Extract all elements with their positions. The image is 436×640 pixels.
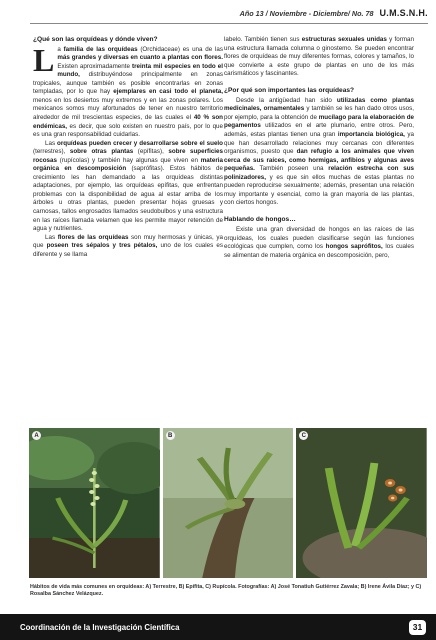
- page-number: 31: [409, 620, 426, 635]
- left-p1-text: a familia de las orquídeas (Orchidaceae) es una de las más grandes y diversas en cuanto a plantas con flores. Existen aproximadamente treinta mil especies en todo el mundo, distribuyéndose principalmente en zonas tropicales, aunque también es posible encontrarlas en zonas templadas, por lo que hay ejemplares en casi todo el planeta, menos en los desiertos muy extremos y en las zonas polares. Los mexicanos somos muy afortunados de tener en nuestro territorio alrededor de mil trescientas especies, de las cuales el 40 % son endémicas, es decir, que solo existen en nuestro país, por lo que es una gran responsabilidad cuidarlas.: [33, 45, 224, 139]
- section-heading-what: ¿Qué son las orquídeas y dónde viven?: [33, 36, 158, 43]
- section-heading-importance: ¿Por qué son importantes las orquídeas?: [224, 87, 355, 95]
- rupicolous-orchid-photo: [296, 428, 427, 578]
- header-rule: [30, 23, 428, 24]
- right-p1-text: Desde la antigüedad han sido utilizadas como plantas medicinales, ornamentales y también se les han dado otros usos, por ejemplo, para la obtención de mucílago para la elaboración de pegamentos utilizados en el arte plumario, entre otros. Pero, además, estas plantas tienen una gran importancia biológica, ya que han desarrollado relaciones muy cercanas con diferentes organismos, puesto que dan refugio a los animales que viven cerca de sus raíces, como hormigas, anfibios y algunas aves pequeñas. También poseen una relación estrecha con sus polinizadores, y es que sin ellos muchas de estas plantas no pueden reproducirse sexualmente; además, presentan una relación muy importante y esencial, como la gran mayoría de las plantas, con ciertos hongos.: [224, 96, 414, 207]
- left-paragraph-3: [33, 234, 223, 260]
- footer-text: Coordinación de la Investigación Científica: [20, 622, 180, 632]
- epiphytic-orchid-photo: [163, 428, 294, 578]
- left-p3-text: Las flores de las orquídeas son muy hermosas y únicas, ya que poseen tres sépalos y tres pétalos, uno de los cuales es diferente y se llama: [33, 233, 223, 258]
- left-column: [33, 36, 223, 259]
- section-heading-fungi: Hablando de hongos…: [224, 216, 296, 224]
- institution-name: U.M.S.N.H.: [379, 8, 428, 18]
- left-p2-text: Las orquídeas pueden crecer y desarrollarse sobre el suelo (terrestres), sobre otras plantas (epífitas), sobre superficies rocosas (rupícolas) y también hay algunas que viven en materia orgánica en descomposición (saprófitas). Estos hábitos de crecimiento les han demandado a las orquídeas distintas adaptaciones, por ejemplo, las orquídeas epífitas, que enfrentan problemas con la disponibilidad de agua al estar arriba de los árboles u otras plantas, pueden presentar hojas gruesas y carnosas, tallos engrosados llamados seudobulbos y una estructura en las raíces llamada velamen que les permite mayor retención de agua y nutrientes.: [33, 139, 223, 233]
- page-footer: [0, 614, 436, 640]
- drop-cap: L: [33, 41, 55, 78]
- right-p2-text: Existe una gran diversidad de hongos en las raíces de las orquídeas, los cuales pueden clasificarse según las funciones ecológicas que cumplen, como los hongos saprófitos, los cuales se alimentan de materia orgánica en descomposición, pero,: [224, 226, 415, 259]
- right-paragraph-0: [224, 36, 414, 79]
- photo-label-a: A: [32, 431, 41, 440]
- right-paragraph-2: [224, 226, 414, 260]
- photo-label-b: B: [166, 431, 175, 440]
- left-paragraph-1: [33, 41, 224, 140]
- page-header: [240, 6, 428, 20]
- right-p0-text: labelo. También tienen sus estructuras sexuales unidas y forman una estructura llamada columna o ginostemo. Se pueden encontrar flores de orquídeas de muy diferentes formas, colores y tamaños, lo que convierte a este grupo de plantas en uno de los más carismáticos y fascinantes.: [224, 36, 414, 78]
- right-paragraph-1: [224, 97, 414, 208]
- photo-strip: [29, 428, 427, 578]
- photo-label-c: C: [299, 431, 308, 440]
- right-column: [224, 36, 414, 260]
- terrestrial-orchid-photo: [29, 428, 160, 578]
- issue-info: Año 13 / Noviembre - Diciembre/ No. 78: [239, 8, 374, 18]
- left-paragraph-2: [33, 140, 223, 234]
- figure-caption: Hábitos de vida más comunes en orquídeas: A) Terrestre, B) Epífita, C) Rupícola. Fotografías: A) José Tonatiuh Gutiérrez Zavala; B) Irene Ávila Díaz; y C) Rosalba Sánchez Velázquez.: [30, 584, 422, 598]
